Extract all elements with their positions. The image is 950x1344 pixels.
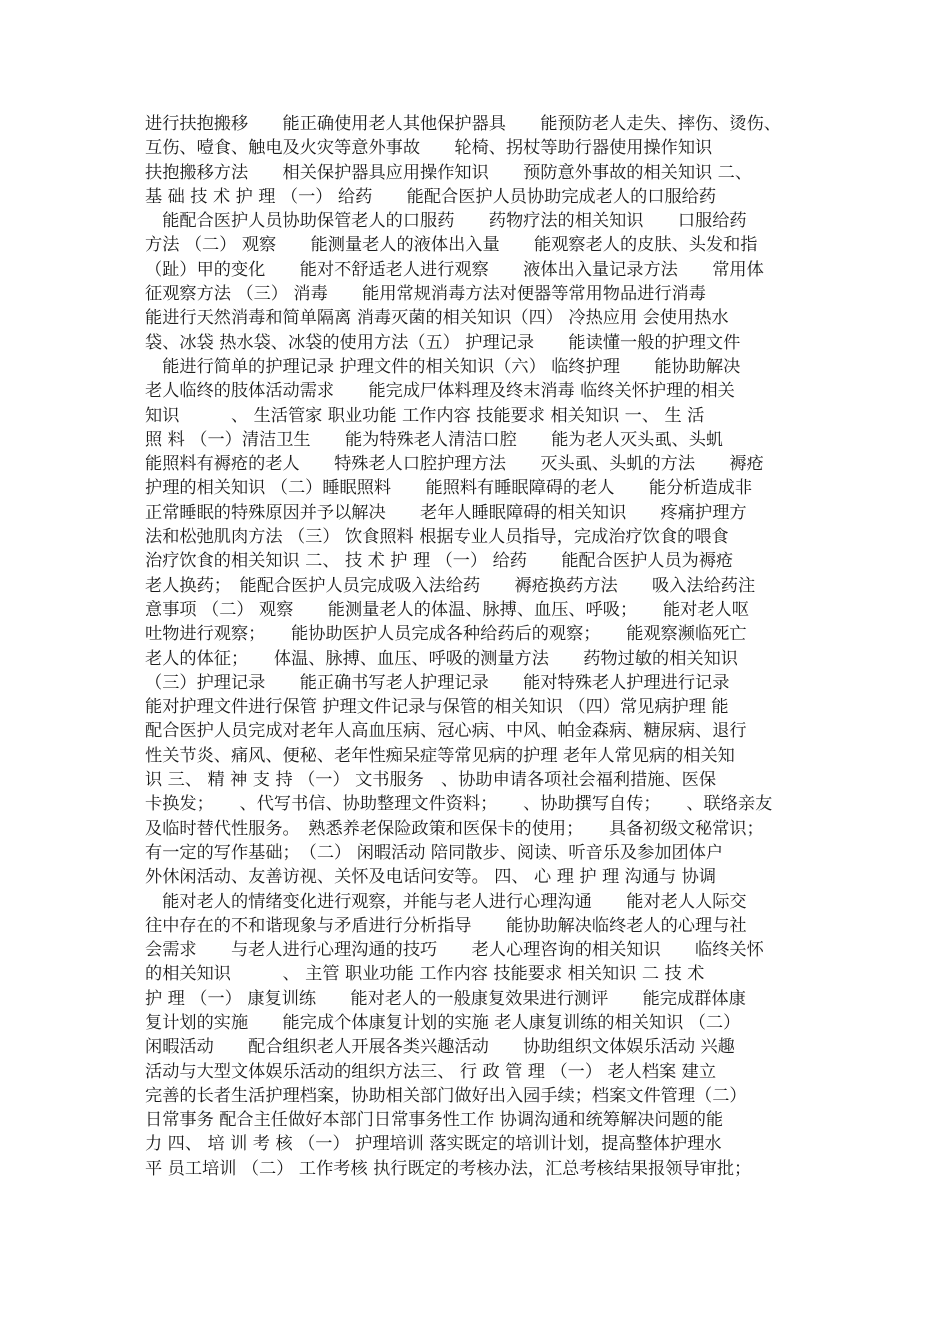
text-line: 意事项 （二） 观察 能测量老人的体温、脉搏、血压、呼吸； 能对老人呕 (145, 599, 749, 620)
text-line: 活动与大型文体娱乐活动的组织方法三、 行 政 管 理 （一） 老人档案 建立 (145, 1061, 717, 1082)
text-line: 护 理 （一） 康复训练 能对老人的一般康复效果进行测评 能完成群体康 (145, 988, 746, 1009)
text-line: 老人的体征； 体温、脉搏、血压、呼吸的测量方法 药物过敏的相关知识 (145, 648, 738, 669)
text-line: 互伤、噎食、触电及火灾等意外事故 轮椅、拐杖等助行器使用操作知识 (145, 138, 713, 159)
text-line: 能照料有褥疮的老人 特殊老人口腔护理方法 灭头虱、头虮的方法 褥疮 (145, 454, 764, 475)
text-line: 老人换药； 能配合医护人员完成吸入法给药 褥疮换药方法 吸入法给药注 (145, 575, 756, 596)
document-body (145, 112, 810, 1181)
text-line: 完善的长者生活护理档案，协助相关部门做好出入园手续；档案文件管理（二） (145, 1085, 747, 1106)
text-line: 往中存在的不和谐现象与矛盾进行分析指导 能协助解决临终老人的心理与社 (145, 915, 747, 936)
text-line: （趾）甲的变化 能对不舒适老人进行观察 液体出入量记录方法 常用体 (145, 259, 764, 280)
text-line: 力 四、 培 训 考 核 （一） 护理培训 落实既定的培训计划，提高整体护理水 (145, 1134, 722, 1155)
text-line: 征观察方法 （三） 消毒 能用常规消毒方法对便器等常用物品进行消毒 (145, 284, 706, 305)
text-line: 吐物进行观察； 能协助医护人员完成各种给药后的观察； 能观察濒临死亡 (145, 624, 747, 645)
text-line: 日常事务 配合主任做好本部门日常事务性工作 协调沟通和统筹解决问题的能 (145, 1110, 724, 1131)
text-line: 能进行简单的护理记录 护理文件的相关知识（六） 临终护理 能协助解决 (145, 356, 741, 377)
text-line: 正常睡眠的特殊原因并予以解决 老年人睡眠障碍的相关知识 疼痛护理方 (145, 502, 747, 523)
text-line: 护理的相关知识 （二）睡眠照料 能照料有睡眠障碍的老人 能分析造成非 (145, 478, 753, 499)
text-line: 知识 、 生活管家 职业功能 工作内容 技能要求 相关知识 一、 生 活 (145, 405, 705, 426)
text-line: 老人临终的肢体活动需求 能完成尸体料理及终末消毒 临终关怀护理的相关 (145, 381, 735, 402)
text-line: 配合医护人员完成对老年人高血压病、冠心病、中风、帕金森病、糖尿病、退行 (145, 721, 747, 742)
text-line: 袋、冰袋 热水袋、冰袋的使用方法（五） 护理记录 能读懂一般的护理文件 (145, 332, 741, 353)
text-line: 有一定的写作基础； （二） 闲暇活动 陪同散步、阅读、听音乐及参加团体户 (145, 842, 724, 863)
text-line: 方法 （二） 观察 能测量老人的液体出入量 能观察老人的皮肤、头发和指 (145, 235, 758, 256)
text-line: 基 础 技 术 护 理 （一） 给药 能配合医护人员协助完成老人的口服给药 (145, 186, 717, 207)
text-line: 卡换发； 、代写书信、协助整理文件资料； 、协助撰写自传； 、联络亲友 (145, 794, 773, 815)
text-line: 进行扶抱搬移 能正确使用老人其他保护器具 能预防老人走失、摔伤、烫伤、 (145, 114, 781, 134)
text-line: 的相关知识 、 主管 职业功能 工作内容 技能要求 相关知识 二 技 术 (145, 964, 705, 985)
text-line: 能对老人的情绪变化进行观察，并能与老人进行心理沟通 能对老人人际交 (145, 891, 747, 912)
text-line: 平 员工培训 （二） 工作考核 执行既定的考核办法，汇总考核结果报领导审批； (145, 1158, 752, 1179)
text-line: 及临时替代性服务。 熟悉养老保险政策和医保卡的使用； 具备初级文秘常识； (145, 818, 764, 839)
text-line: 闲暇活动 配合组织老人开展各类兴趣活动 协助组织文体娱乐活动 兴趣 (145, 1037, 735, 1058)
text-line: 会需求 与老人进行心理沟通的技巧 老人心理咨询的相关知识 临终关怀 (145, 940, 764, 961)
text-line: （三）护理记录 能正确书写老人护理记录 能对特殊老人护理进行记录 (145, 672, 730, 693)
text-line: 扶抱搬移方法 相关保护器具应用操作知识 预防意外事故的相关知识 二、 (145, 162, 753, 183)
text-line: 能对护理文件进行保管 护理文件记录与保管的相关知识 （四）常见病护理 能 (145, 697, 729, 718)
text-line: 能进行天然消毒和简单隔离 消毒灭菌的相关知识（四） 冷热应用 会使用热水 (145, 308, 729, 329)
text-line: 外休闲活动、友善访视、关怀及电话问安等。 四、 心 理 护 理 沟通与 协调 (145, 867, 717, 888)
text-line: 治疗饮食的相关知识 二、 技 术 护 理 （一） 给药 能配合医护人员为褥疮 (145, 551, 734, 572)
text-line: 识 三、 精 神 支 持 （一） 文书服务 、协助申请各项社会福利措施、医保 (145, 770, 717, 791)
text-line: 法和松弛肌肉方法 （三） 饮食照料 根据专业人员指导，完成治疗饮食的喂食 (145, 527, 729, 548)
text-line: 性关节炎、痛风、便秘、老年性痴呆症等常见病的护理 老年人常见病的相关知 (145, 745, 735, 766)
text-line: 复计划的实施 能完成个体康复计划的实施 老人康复训练的相关知识 （二） (145, 1012, 741, 1033)
text-line: 照 料 （一）清洁卫生 能为特殊老人清洁口腔 能为老人灭头虱、头虮 (145, 429, 724, 450)
text-line: 能配合医护人员协助保管老人的口服药 药物疗法的相关知识 口服给药 (145, 211, 747, 232)
